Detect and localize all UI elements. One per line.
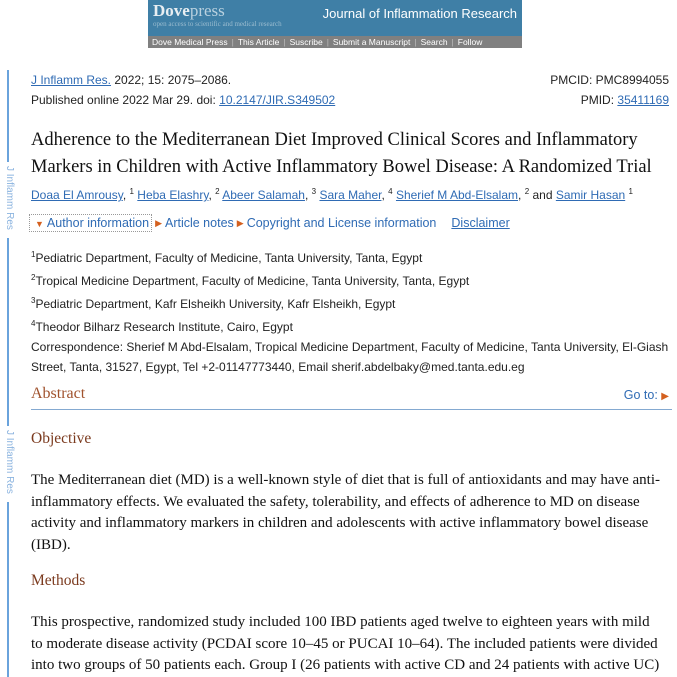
affiliation: $^2$Tropical Medicine Department, Faculty of Medicine, Tanta University, Tanta, Egypt <box>31 273 470 288</box>
author-information-label[interactable]: Author information <box>46 216 150 230</box>
author-sup: 1 <box>628 187 633 196</box>
objective-text: The Mediterranean diet (MD) is a well-known style of diet that is full of antioxidants and may have anti-inflammatory effects. We evaluated the safety, tolerability, and effects of adherence to MD on disease activity and inflammatory markers in children and adolescents with active inflammatory bowel disease (IBD). <box>31 472 660 553</box>
methods-text: This prospective, randomized study included 100 IBD patients aged twelve to eighteen years with mild to moderate disease activity (PCDAI score 10–45 or PUCAI 10–64). The included patients were divided into two groups of 50 patients each. Group I (26 patients with active CD and 24 patients with active UC) <box>31 614 660 673</box>
triangle-right-icon: ▶ <box>661 391 669 402</box>
pmcid: PMCID: PMC8994055 <box>550 73 669 87</box>
author-link[interactable]: Abeer Salamah <box>222 188 305 202</box>
affiliation: $^1$Pediatric Department, Faculty of Medicine, Tanta University, Tanta, Egypt <box>31 250 423 265</box>
affiliation: $^3$Pediatric Department, Kafr Elsheikh University, Kafr Elsheikh, Egypt <box>31 296 396 311</box>
sidebar-line <box>7 238 9 426</box>
author-link[interactable]: Samir Hasan <box>555 188 626 202</box>
triangle-right-icon: ▶ <box>155 217 162 228</box>
dovepress-logo[interactable]: Dovepress <box>153 1 225 20</box>
journal-link[interactable]: J Inflamm Res. <box>31 73 112 87</box>
nav-search[interactable]: Search <box>420 37 448 47</box>
nav-this-article[interactable]: This Article <box>237 37 280 47</box>
author-link[interactable]: Heba Elashry <box>137 188 209 202</box>
sidebar-label[interactable]: J Inflamm Res <box>4 166 15 230</box>
triangle-right-icon: ▶ <box>236 217 244 228</box>
sidebar-label[interactable]: J Inflamm Res <box>4 430 15 494</box>
section-divider <box>31 409 672 410</box>
author-sup: 2 <box>524 187 530 196</box>
nav-subscribe[interactable]: Suscribe <box>289 37 323 47</box>
abstract-heading: Abstract <box>31 385 86 402</box>
nav-submit-manuscript[interactable]: Submit a Manuscript <box>332 37 411 47</box>
author-sup: 4 <box>388 187 393 196</box>
sidebar-line <box>7 502 9 677</box>
goto-button[interactable] <box>624 388 669 402</box>
author-link[interactable]: Sara Maher <box>319 188 382 202</box>
citation-details: 2022; 15: 2075–2086. <box>111 73 232 87</box>
correspondence: Correspondence: Sherief M Abd-Elsalam, Tropical Medicine Department, Faculty of Medicine, Tanta University, El-Giash Street, Tanta, 31527, Egypt, Tel +2-01147773440, Email sherif.abdelbaky@med.tanta.edu.eg <box>31 340 669 374</box>
copyright-toggle[interactable]: Copyright and License information <box>246 216 437 230</box>
author-link[interactable]: Sherief M Abd-Elsalam <box>395 188 519 202</box>
doi-link[interactable]: 10.2147/JIR.S349502 <box>219 93 336 107</box>
journal-banner <box>148 0 522 48</box>
published-text: Published online 2022 Mar 29. doi: <box>31 93 220 107</box>
article-notes-bar <box>29 214 510 232</box>
article-notes-toggle[interactable]: Article notes <box>164 216 234 230</box>
pmid-link[interactable]: 35411169 <box>617 93 669 107</box>
disclaimer-link[interactable]: Disclaimer <box>451 216 510 230</box>
sidebar-line <box>7 70 9 162</box>
and-text: and <box>529 188 556 202</box>
tagline: open access to scientific and medical research <box>153 20 282 28</box>
triangle-down-icon: ▼ <box>35 219 44 229</box>
banner-nav: Dove Medical Press | This Article | Suscribe | Submit a Manuscript | Search | Follow <box>148 36 522 48</box>
author-link[interactable]: Doaa El Amrousy <box>31 188 123 202</box>
author-list: Doaa El Amrousy, $^1$ Heba Elashry, $^2$ Abeer Salamah, $^3$ Sara Maher, $^4$ Sherief M Abd-Elsalam, $^2$ and Samir Hasan $^1$ <box>31 187 633 202</box>
affiliation: $^4$Theodor Bilharz Research Institute, Cairo, Egypt <box>31 319 293 334</box>
pmid-line <box>581 93 669 107</box>
methods-heading: Methods <box>31 572 86 589</box>
objective-heading: Objective <box>31 430 92 447</box>
article-title: Adherence to the Mediterranean Diet Improved Clinical Scores and Inflammatory Markers in Children with Active Inflammatory Bowel Disease: A Randomized Trial <box>31 130 652 177</box>
published-line <box>31 93 335 107</box>
author-sup: 3 <box>311 187 317 196</box>
affiliations <box>31 245 671 377</box>
author-information-toggle[interactable] <box>29 214 152 232</box>
citation-line <box>31 73 231 87</box>
author-sup: 1 <box>129 187 134 196</box>
nav-dove-medical-press[interactable]: Dove Medical Press <box>152 37 228 47</box>
journal-title: Journal of Inflammation Research <box>322 6 517 21</box>
goto-label: Go to: <box>623 388 658 402</box>
author-sup: 2 <box>215 187 220 196</box>
pmid-label: PMID: <box>580 93 618 107</box>
nav-follow[interactable]: Follow <box>457 37 483 47</box>
